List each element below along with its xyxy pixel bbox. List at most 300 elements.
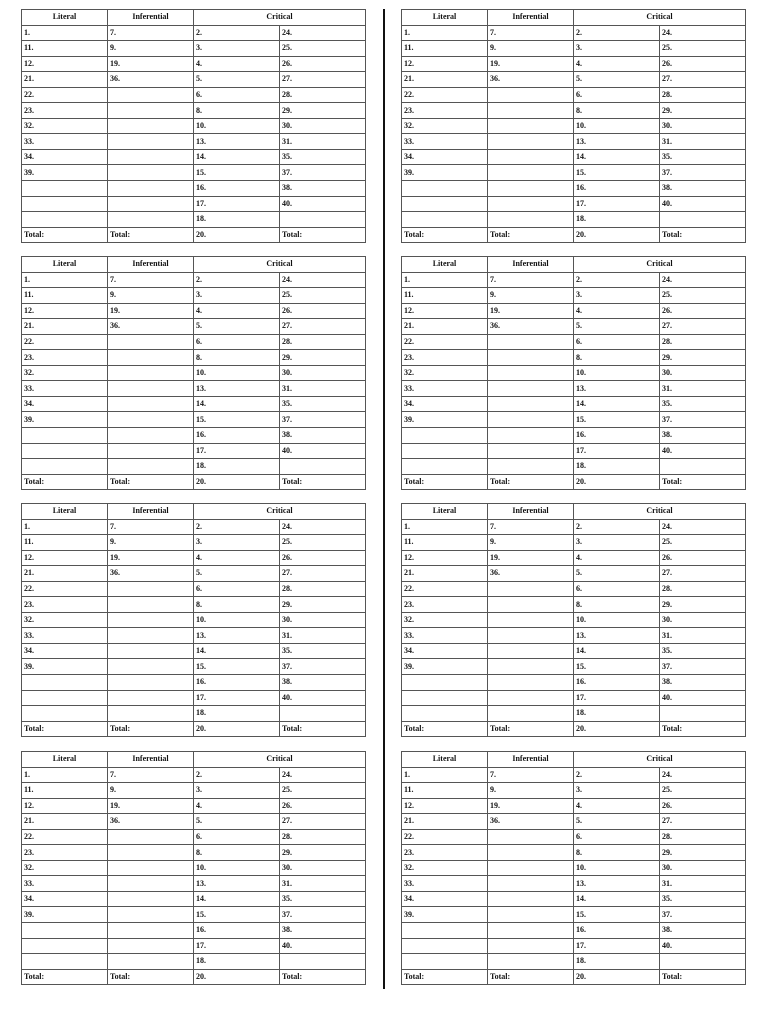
- inferential-cell: [108, 659, 194, 675]
- critical-cell-b: 31.: [660, 381, 746, 397]
- table-row: [402, 288, 746, 304]
- critical-cell-b: 30.: [660, 118, 746, 134]
- inferential-cell: [488, 907, 574, 923]
- inferential-cell: [108, 181, 194, 197]
- literal-cell: 33.: [22, 381, 108, 397]
- literal-cell: 32.: [402, 118, 488, 134]
- critical-cell-b: 26.: [660, 303, 746, 319]
- literal-cell: 11.: [22, 288, 108, 304]
- critical-cell-a: 20.: [574, 474, 660, 490]
- critical-cell-a: 2.: [574, 25, 660, 41]
- table-row: [22, 643, 366, 659]
- inferential-cell: Total:: [108, 474, 194, 490]
- table-row: [22, 628, 366, 644]
- table-row: [402, 550, 746, 566]
- critical-cell-b: 37.: [660, 659, 746, 675]
- critical-cell-a: 8.: [574, 845, 660, 861]
- critical-cell-a: 8.: [194, 103, 280, 119]
- critical-cell-a: 10.: [194, 860, 280, 876]
- inferential-cell: [108, 381, 194, 397]
- header-critical: Critical: [574, 10, 746, 26]
- header-literal: Literal: [402, 257, 488, 273]
- critical-cell-a: 18.: [574, 706, 660, 722]
- table-row: [22, 690, 366, 706]
- inferential-cell: [108, 706, 194, 722]
- table-row: [402, 597, 746, 613]
- literal-cell: [22, 923, 108, 939]
- inferential-cell: [108, 643, 194, 659]
- critical-cell-a: 20.: [574, 969, 660, 985]
- literal-cell: 33.: [22, 134, 108, 150]
- header-inferential: Inferential: [488, 752, 574, 768]
- critical-cell-a: 10.: [574, 118, 660, 134]
- inferential-cell: 19.: [488, 798, 574, 814]
- literal-cell: 22.: [22, 829, 108, 845]
- table-row: [22, 181, 366, 197]
- inferential-cell: [488, 118, 574, 134]
- header-critical: Critical: [194, 752, 366, 768]
- table-row: [402, 134, 746, 150]
- table-row: [22, 519, 366, 535]
- literal-cell: 23.: [402, 845, 488, 861]
- table-row: [22, 814, 366, 830]
- literal-cell: 12.: [402, 303, 488, 319]
- literal-cell: 33.: [402, 134, 488, 150]
- critical-cell-a: 20.: [194, 227, 280, 243]
- inferential-cell: [108, 212, 194, 228]
- inferential-cell: [108, 581, 194, 597]
- inferential-cell: 36.: [488, 814, 574, 830]
- inferential-cell: [108, 134, 194, 150]
- critical-cell-b: 37.: [280, 907, 366, 923]
- inferential-cell: [108, 938, 194, 954]
- inferential-cell: [108, 365, 194, 381]
- critical-cell-a: 18.: [574, 954, 660, 970]
- table-row: [22, 118, 366, 134]
- inferential-cell: [488, 350, 574, 366]
- literal-cell: 11.: [402, 535, 488, 551]
- inferential-cell: 36.: [488, 72, 574, 88]
- critical-cell-b: 29.: [660, 350, 746, 366]
- table-row: [22, 783, 366, 799]
- inferential-cell: 7.: [108, 767, 194, 783]
- critical-cell-b: Total:: [660, 474, 746, 490]
- critical-cell-a: 6.: [194, 334, 280, 350]
- table-row: [402, 396, 746, 412]
- table-row: [402, 334, 746, 350]
- table-row: [22, 706, 366, 722]
- inferential-cell: 36.: [108, 814, 194, 830]
- table-row: [22, 550, 366, 566]
- inferential-cell: [488, 212, 574, 228]
- literal-cell: 22.: [22, 87, 108, 103]
- literal-cell: 1.: [402, 519, 488, 535]
- inferential-cell: [108, 196, 194, 212]
- literal-cell: [22, 428, 108, 444]
- inferential-cell: Total:: [108, 227, 194, 243]
- inferential-cell: [108, 412, 194, 428]
- literal-cell: 21.: [402, 814, 488, 830]
- critical-cell-b: 27.: [660, 814, 746, 830]
- critical-cell-a: 6.: [194, 829, 280, 845]
- critical-cell-b: 27.: [660, 566, 746, 582]
- table-row: [22, 767, 366, 783]
- critical-cell-a: 5.: [574, 814, 660, 830]
- critical-cell-b: 38.: [660, 428, 746, 444]
- critical-cell-b: 25.: [280, 535, 366, 551]
- critical-cell-b: 38.: [280, 675, 366, 691]
- literal-cell: [22, 459, 108, 475]
- header-critical: Critical: [194, 257, 366, 273]
- critical-cell-b: 28.: [280, 87, 366, 103]
- header-inferential: Inferential: [488, 504, 574, 520]
- table-row: [22, 969, 366, 985]
- critical-cell-b: 28.: [280, 829, 366, 845]
- critical-cell-a: 15.: [194, 907, 280, 923]
- critical-cell-b: 25.: [660, 41, 746, 57]
- critical-cell-b: Total:: [280, 969, 366, 985]
- literal-cell: 1.: [402, 272, 488, 288]
- literal-cell: [22, 212, 108, 228]
- critical-cell-b: 40.: [280, 443, 366, 459]
- critical-cell-a: 16.: [574, 181, 660, 197]
- literal-cell: [402, 706, 488, 722]
- critical-cell-b: [280, 706, 366, 722]
- critical-cell-a: 17.: [574, 690, 660, 706]
- critical-cell-a: 14.: [194, 149, 280, 165]
- inferential-cell: [488, 581, 574, 597]
- literal-cell: 32.: [402, 860, 488, 876]
- critical-cell-b: 24.: [280, 767, 366, 783]
- critical-cell-b: 30.: [280, 118, 366, 134]
- table-row: [22, 196, 366, 212]
- table-row: [402, 783, 746, 799]
- critical-cell-b: 31.: [660, 628, 746, 644]
- header-inferential: Inferential: [108, 504, 194, 520]
- table-row: [402, 675, 746, 691]
- inferential-cell: 36.: [108, 566, 194, 582]
- inferential-cell: [488, 690, 574, 706]
- critical-cell-b: 35.: [660, 396, 746, 412]
- table-row: [402, 181, 746, 197]
- critical-cell-a: 20.: [574, 721, 660, 737]
- literal-cell: 32.: [402, 612, 488, 628]
- header-literal: Literal: [22, 752, 108, 768]
- table-row: [402, 443, 746, 459]
- table-row: [402, 87, 746, 103]
- critical-cell-b: 31.: [280, 876, 366, 892]
- critical-cell-b: 27.: [280, 814, 366, 830]
- inferential-cell: [108, 860, 194, 876]
- literal-cell: 34.: [22, 396, 108, 412]
- critical-cell-a: 13.: [194, 381, 280, 397]
- critical-cell-a: 2.: [574, 767, 660, 783]
- inferential-cell: 19.: [108, 550, 194, 566]
- literal-cell: 12.: [22, 56, 108, 72]
- critical-cell-a: 3.: [574, 783, 660, 799]
- critical-cell-b: 25.: [280, 41, 366, 57]
- literal-cell: 21.: [22, 72, 108, 88]
- table-row: [22, 72, 366, 88]
- critical-cell-b: 26.: [660, 550, 746, 566]
- header-inferential: Inferential: [108, 752, 194, 768]
- table-row: [402, 876, 746, 892]
- literal-cell: 33.: [402, 381, 488, 397]
- critical-cell-a: 2.: [194, 767, 280, 783]
- critical-cell-a: 6.: [574, 829, 660, 845]
- critical-cell-b: 27.: [660, 319, 746, 335]
- critical-cell-b: [660, 212, 746, 228]
- critical-cell-b: 25.: [280, 288, 366, 304]
- critical-cell-a: 2.: [194, 25, 280, 41]
- critical-cell-b: 27.: [280, 72, 366, 88]
- literal-cell: 22.: [402, 87, 488, 103]
- critical-cell-a: 14.: [194, 643, 280, 659]
- critical-cell-b: Total:: [280, 721, 366, 737]
- critical-cell-b: 30.: [280, 860, 366, 876]
- critical-cell-b: 28.: [660, 87, 746, 103]
- critical-cell-b: 25.: [660, 783, 746, 799]
- inferential-cell: 9.: [108, 41, 194, 57]
- critical-cell-a: 17.: [194, 443, 280, 459]
- header-critical: Critical: [574, 504, 746, 520]
- literal-cell: 21.: [22, 566, 108, 582]
- critical-cell-b: 26.: [660, 798, 746, 814]
- table-row: [402, 891, 746, 907]
- critical-cell-a: 3.: [194, 288, 280, 304]
- literal-cell: 39.: [402, 907, 488, 923]
- critical-cell-a: 17.: [574, 443, 660, 459]
- critical-cell-a: 5.: [194, 814, 280, 830]
- table-row: [22, 891, 366, 907]
- inferential-cell: [488, 706, 574, 722]
- table-row: [22, 721, 366, 737]
- score-table: [21, 503, 366, 737]
- critical-cell-a: 18.: [194, 459, 280, 475]
- literal-cell: 39.: [22, 412, 108, 428]
- critical-cell-b: 28.: [280, 334, 366, 350]
- table-row: [402, 938, 746, 954]
- critical-cell-b: 40.: [280, 938, 366, 954]
- critical-cell-b: 31.: [280, 628, 366, 644]
- table-row: [22, 212, 366, 228]
- critical-cell-a: 6.: [194, 581, 280, 597]
- literal-cell: Total:: [22, 969, 108, 985]
- critical-cell-a: 13.: [574, 628, 660, 644]
- header-critical: Critical: [194, 504, 366, 520]
- critical-cell-a: 6.: [574, 581, 660, 597]
- literal-cell: 32.: [402, 365, 488, 381]
- critical-cell-a: 17.: [194, 690, 280, 706]
- literal-cell: 32.: [22, 612, 108, 628]
- table-row: [402, 845, 746, 861]
- critical-cell-a: 13.: [194, 628, 280, 644]
- table-row: [402, 535, 746, 551]
- literal-cell: 34.: [22, 643, 108, 659]
- literal-cell: [402, 954, 488, 970]
- literal-cell: Total:: [402, 969, 488, 985]
- critical-cell-b: 28.: [660, 829, 746, 845]
- inferential-cell: [108, 597, 194, 613]
- critical-cell-a: 8.: [194, 845, 280, 861]
- literal-cell: 34.: [22, 149, 108, 165]
- center-divider-line: [383, 9, 385, 989]
- literal-cell: 11.: [22, 41, 108, 57]
- table-row: [22, 227, 366, 243]
- literal-cell: 32.: [22, 118, 108, 134]
- literal-cell: [22, 675, 108, 691]
- inferential-cell: [108, 891, 194, 907]
- inferential-cell: 9.: [488, 288, 574, 304]
- table-row: [402, 612, 746, 628]
- critical-cell-a: 20.: [194, 474, 280, 490]
- critical-cell-a: 2.: [574, 519, 660, 535]
- critical-cell-b: 26.: [280, 303, 366, 319]
- table-row: [402, 56, 746, 72]
- critical-cell-a: 13.: [574, 876, 660, 892]
- critical-cell-b: [280, 459, 366, 475]
- critical-cell-a: 15.: [194, 659, 280, 675]
- table-row: [22, 134, 366, 150]
- critical-cell-a: 15.: [194, 412, 280, 428]
- literal-cell: [22, 938, 108, 954]
- critical-cell-b: 24.: [280, 519, 366, 535]
- literal-cell: 23.: [22, 103, 108, 119]
- critical-cell-b: Total:: [660, 721, 746, 737]
- table-row: [402, 319, 746, 335]
- critical-cell-b: 38.: [280, 923, 366, 939]
- critical-cell-a: 4.: [574, 550, 660, 566]
- inferential-cell: [488, 87, 574, 103]
- table-row: [402, 103, 746, 119]
- critical-cell-b: 37.: [660, 165, 746, 181]
- literal-cell: 23.: [22, 350, 108, 366]
- inferential-cell: [108, 350, 194, 366]
- table-row: [402, 212, 746, 228]
- table-row: [402, 303, 746, 319]
- table-row: [22, 56, 366, 72]
- table-row: [402, 41, 746, 57]
- critical-cell-a: 8.: [194, 597, 280, 613]
- inferential-cell: 9.: [488, 535, 574, 551]
- critical-cell-b: 40.: [660, 690, 746, 706]
- literal-cell: 23.: [22, 597, 108, 613]
- inferential-cell: [488, 365, 574, 381]
- critical-cell-b: 38.: [660, 675, 746, 691]
- literal-cell: 34.: [402, 643, 488, 659]
- literal-cell: 23.: [402, 597, 488, 613]
- critical-cell-b: 29.: [280, 350, 366, 366]
- critical-cell-b: 37.: [280, 412, 366, 428]
- inferential-cell: [108, 690, 194, 706]
- literal-cell: 33.: [22, 628, 108, 644]
- critical-cell-a: 16.: [194, 923, 280, 939]
- literal-cell: 39.: [402, 659, 488, 675]
- critical-cell-b: 25.: [280, 783, 366, 799]
- critical-cell-b: 25.: [660, 535, 746, 551]
- critical-cell-b: 31.: [280, 134, 366, 150]
- inferential-cell: 19.: [488, 303, 574, 319]
- table-row: [402, 365, 746, 381]
- literal-cell: [22, 443, 108, 459]
- inferential-cell: 36.: [108, 319, 194, 335]
- inferential-cell: Total:: [108, 721, 194, 737]
- table-row: [402, 72, 746, 88]
- critical-cell-a: 8.: [574, 103, 660, 119]
- table-row: [22, 428, 366, 444]
- literal-cell: 1.: [22, 519, 108, 535]
- score-table: [401, 9, 746, 243]
- critical-cell-b: 27.: [280, 566, 366, 582]
- critical-cell-a: 14.: [194, 891, 280, 907]
- inferential-cell: 19.: [108, 303, 194, 319]
- table-row: [402, 459, 746, 475]
- table-row: [22, 443, 366, 459]
- table-row: [402, 643, 746, 659]
- critical-cell-b: [660, 954, 746, 970]
- inferential-cell: [488, 428, 574, 444]
- critical-cell-b: 38.: [280, 181, 366, 197]
- critical-cell-b: 30.: [280, 612, 366, 628]
- critical-cell-b: 30.: [660, 365, 746, 381]
- inferential-cell: [108, 149, 194, 165]
- inferential-cell: 9.: [488, 783, 574, 799]
- critical-cell-a: 3.: [574, 288, 660, 304]
- critical-cell-b: 40.: [280, 196, 366, 212]
- table-row: [402, 227, 746, 243]
- literal-cell: 32.: [22, 365, 108, 381]
- literal-cell: Total:: [402, 227, 488, 243]
- critical-cell-a: 17.: [574, 196, 660, 212]
- inferential-cell: [108, 396, 194, 412]
- critical-cell-a: 16.: [574, 923, 660, 939]
- literal-cell: [402, 459, 488, 475]
- inferential-cell: Total:: [488, 721, 574, 737]
- literal-cell: 12.: [22, 550, 108, 566]
- score-table: [21, 9, 366, 243]
- critical-cell-b: Total:: [660, 969, 746, 985]
- header-critical: Critical: [574, 257, 746, 273]
- literal-cell: 34.: [22, 891, 108, 907]
- table-row: [22, 396, 366, 412]
- inferential-cell: [488, 954, 574, 970]
- inferential-cell: 7.: [108, 519, 194, 535]
- table-row: [402, 659, 746, 675]
- critical-cell-b: 31.: [660, 134, 746, 150]
- inferential-cell: [488, 891, 574, 907]
- inferential-cell: [488, 628, 574, 644]
- table-row: [22, 612, 366, 628]
- critical-cell-a: 20.: [574, 227, 660, 243]
- critical-cell-b: 29.: [280, 103, 366, 119]
- table-row: [22, 566, 366, 582]
- critical-cell-b: 26.: [660, 56, 746, 72]
- table-row: [22, 659, 366, 675]
- table-row: [22, 798, 366, 814]
- critical-cell-a: 14.: [574, 396, 660, 412]
- inferential-cell: 9.: [108, 288, 194, 304]
- literal-cell: 34.: [402, 891, 488, 907]
- header-literal: Literal: [22, 504, 108, 520]
- inferential-cell: [488, 876, 574, 892]
- critical-cell-b: 29.: [280, 845, 366, 861]
- inferential-cell: 36.: [108, 72, 194, 88]
- critical-cell-a: 6.: [194, 87, 280, 103]
- table-row: [402, 798, 746, 814]
- critical-cell-a: 2.: [574, 272, 660, 288]
- literal-cell: 11.: [22, 783, 108, 799]
- critical-cell-a: 15.: [574, 659, 660, 675]
